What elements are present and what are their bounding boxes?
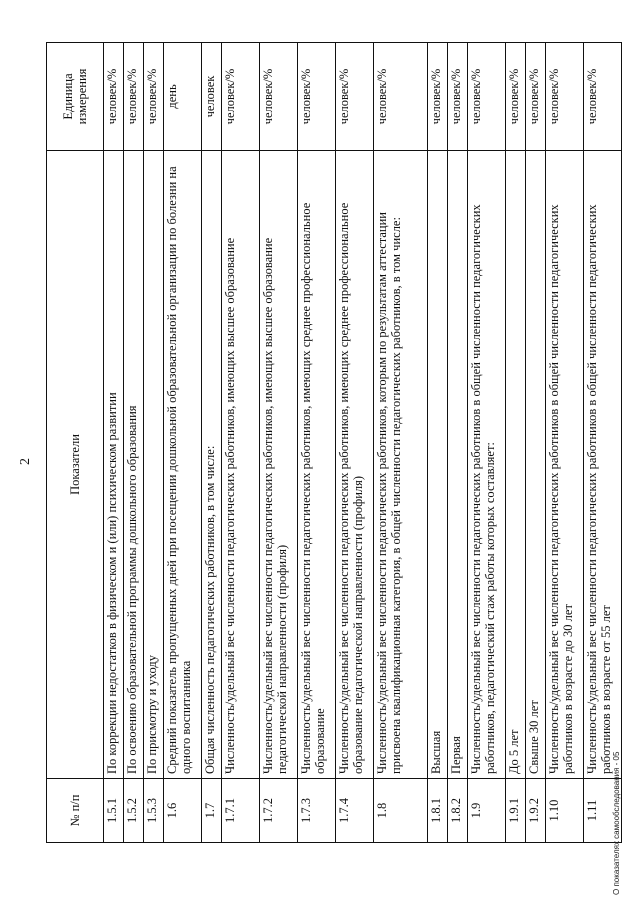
row-unit: человек/% [298, 43, 336, 151]
table-row [260, 43, 298, 843]
indicators-table [46, 42, 622, 843]
row-unit: человек/% [546, 43, 584, 151]
row-number: 1.7.3 [298, 779, 336, 843]
row-unit: человек/% [506, 43, 526, 151]
row-indicator: По присмотру и уходу [144, 151, 164, 779]
row-number: 1.7.4 [336, 779, 374, 843]
row-number: 1.11 [584, 779, 622, 843]
row-indicator: Численность/удельный вес численности педагогических работников, которым по результатам аттестации присвоена квалификационная категория, в общей численности педагогических работников, в том числе: [374, 151, 428, 779]
table-row [298, 43, 336, 843]
row-unit: человек/% [428, 43, 448, 151]
page-number: 2 [18, 458, 33, 465]
row-number: 1.7 [202, 779, 222, 843]
row-number: 1.9 [468, 779, 506, 843]
row-indicator: По освоению образовательной программы дошкольного образования [124, 151, 144, 779]
row-unit: человек/% [336, 43, 374, 151]
row-number: 1.9.1 [506, 779, 526, 843]
row-number: 1.5.1 [104, 779, 124, 843]
row-indicator: Численность/удельный вес численности педагогических работников, имеющих среднее профессиональное образование педагогической направленности (профиля) [336, 151, 374, 779]
row-unit: человек/% [144, 43, 164, 151]
header-indicator: Показатели [47, 151, 104, 779]
table-row [164, 43, 202, 843]
table-row [144, 43, 164, 843]
row-number: 1.5.2 [124, 779, 144, 843]
row-indicator: Высшая [428, 151, 448, 779]
row-indicator: До 5 лет [506, 151, 526, 779]
row-indicator: Численность/удельный вес численности педагогических работников, имеющих высшее образование [222, 151, 260, 779]
row-unit: человек/% [526, 43, 546, 151]
row-unit: человек/% [374, 43, 428, 151]
table-row [506, 43, 526, 843]
header-unit: Единица измерения [47, 43, 104, 151]
row-indicator: Средний показатель пропущенных дней при посещении дошкольной образовательной организации по болезни на одного воспитанника [164, 151, 202, 779]
row-unit: человек/% [124, 43, 144, 151]
row-number: 1.8.2 [448, 779, 468, 843]
row-unit: день [164, 43, 202, 151]
row-indicator: Первая [448, 151, 468, 779]
row-number: 1.6 [164, 779, 202, 843]
row-indicator: Численность/удельный вес численности педагогических работников, имеющих среднее профессиональное образование [298, 151, 336, 779]
row-number: 1.7.2 [260, 779, 298, 843]
table-row [468, 43, 506, 843]
row-indicator: Численность/удельный вес численности педагогических работников, имеющих высшее образование педагогической направленности (профиля) [260, 151, 298, 779]
table-row [222, 43, 260, 843]
row-number: 1.8.1 [428, 779, 448, 843]
row-unit: человек/% [584, 43, 622, 151]
table-row [526, 43, 546, 843]
row-number: 1.10 [546, 779, 584, 843]
row-indicator: Свыше 30 лет [526, 151, 546, 779]
table-row [584, 43, 622, 843]
row-indicator: Численность/удельный вес численности педагогических работников в общей численности педагогических работников в возрасте до 30 лет [546, 151, 584, 779]
table-row [374, 43, 428, 843]
table-row [202, 43, 222, 843]
table-row [336, 43, 374, 843]
row-unit: человек/% [104, 43, 124, 151]
table-row [428, 43, 448, 843]
header-num: № п/п [47, 779, 104, 843]
row-number: 1.7.1 [222, 779, 260, 843]
row-number: 1.9.2 [526, 779, 546, 843]
row-number: 1.8 [374, 779, 428, 843]
row-unit: человек/% [468, 43, 506, 151]
row-indicator: Численность/удельный вес численности педагогических работников в общей численности педагогических работников, педагогический стаж работы которых составляет: [468, 151, 506, 779]
table-header-row [47, 43, 104, 843]
table-row [124, 43, 144, 843]
row-indicator: По коррекции недостатков в физическом и (или) психическом развитии [104, 151, 124, 779]
table-row [546, 43, 584, 843]
row-unit: человек/% [448, 43, 468, 151]
footer-caption: О показателях самообследования - 05 [612, 751, 621, 895]
row-unit: человек [202, 43, 222, 151]
table-row [104, 43, 124, 843]
row-unit: человек/% [222, 43, 260, 151]
row-unit: человек/% [260, 43, 298, 151]
row-indicator: Численность/удельный вес численности педагогических работников в общей численности педагогических работников в возрасте от 55 лет [584, 151, 622, 779]
row-indicator: Общая численность педагогических работников, в том числе: [202, 151, 222, 779]
row-number: 1.5.3 [144, 779, 164, 843]
table-row [448, 43, 468, 843]
